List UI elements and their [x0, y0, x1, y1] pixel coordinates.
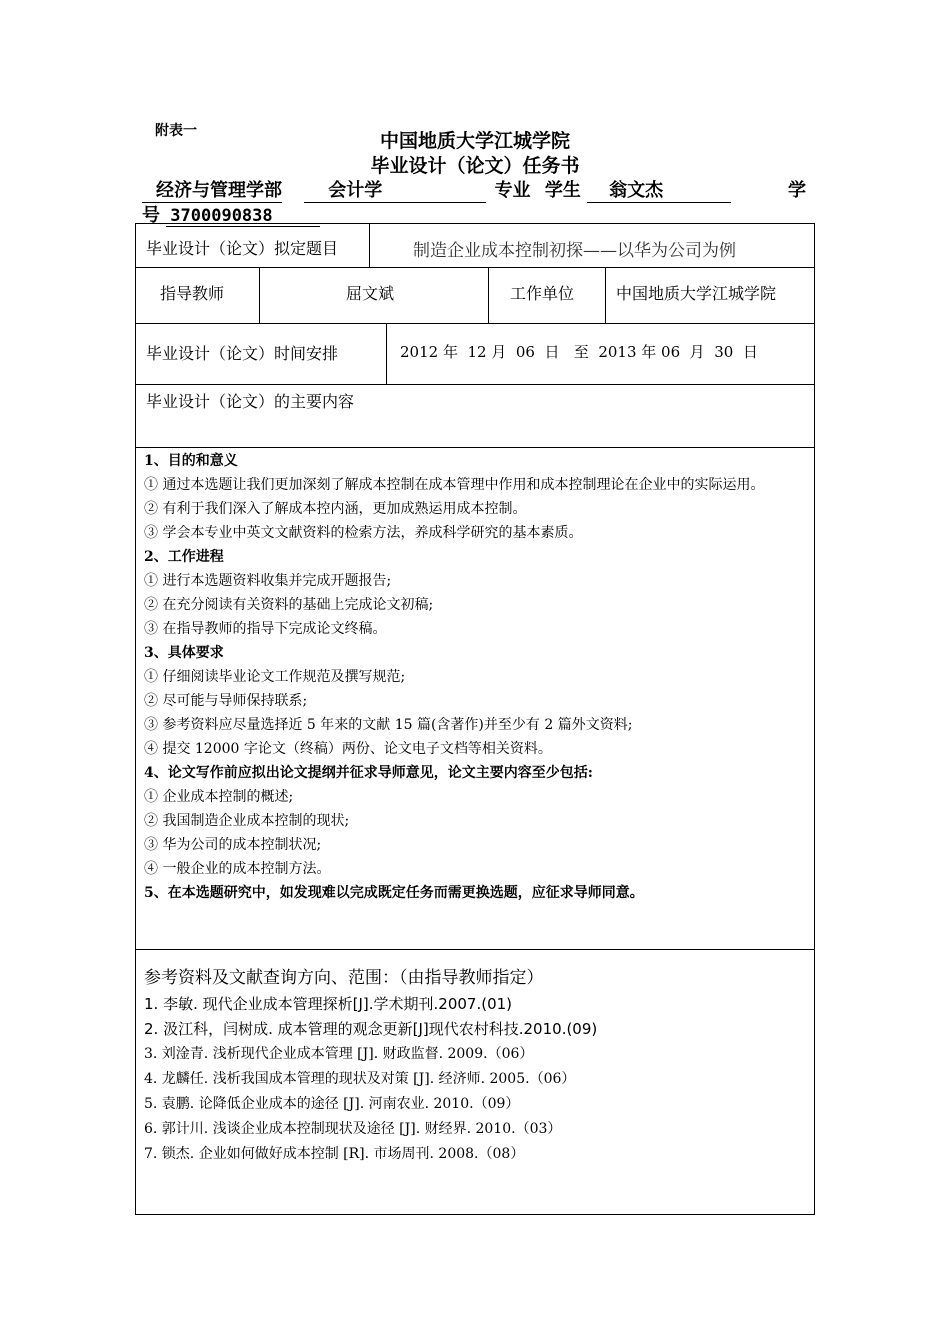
section-3-item: ③ 参考资料应尽量选择近 5 年来的文献 15 篇(含著作)并至少有 2 篇外文资料; [144, 717, 633, 733]
section-3-item: ④ 提交 12000 字论文（终稿）两份、论文电子文档等相关资料。 [144, 741, 552, 757]
reference-item: 2. 汲江科，闫树成. 成本管理的观念更新[J]现代农村科技.2010.(09) [144, 1020, 598, 1038]
row-divider [136, 949, 814, 950]
student-label: 学生 [544, 180, 581, 201]
major-label: 专业 [494, 180, 531, 201]
student-id-field: 3700090838 [166, 206, 320, 227]
section-3-item: ① 仔细阅读毕业论文工作规范及撰写规范; [144, 669, 406, 685]
topic-value: 制造企业成本控制初探——以华为公司为例 [413, 241, 736, 261]
col-divider [605, 267, 606, 323]
main-content [144, 449, 809, 905]
task-table [135, 223, 815, 1215]
row-divider [136, 267, 814, 268]
section-2-item: ③ 在指导教师的指导下完成论文终稿。 [144, 621, 387, 637]
col-divider [259, 267, 260, 323]
unit-label: 工作单位 [510, 284, 575, 303]
references-heading: 参考资料及文献查询方向、范围：（由指导教师指定） [144, 968, 544, 988]
section-2-title: 2、工作进程 [144, 549, 224, 565]
advisor-value: 屈文斌 [346, 284, 395, 303]
row-divider [136, 323, 814, 324]
section-4-item: ③ 华为公司的成本控制状况; [144, 837, 322, 853]
col-divider [488, 267, 489, 323]
id-label-part2: 号 [142, 205, 160, 226]
reference-item: 4. 龙麟任. 浅析我国成本管理的现状及对策 [J]. 经济师. 2005.（06） [144, 1071, 576, 1087]
reference-item: 1. 李敏. 现代企业成本管理探析[J].学术期刊.2007.(01) [144, 995, 513, 1013]
section-1-title: 1、目的和意义 [144, 453, 238, 469]
content-label: 毕业设计（论文）的主要内容 [146, 392, 355, 411]
unit-value: 中国地质大学江城学院 [616, 284, 777, 303]
schedule-value: 2012 年 12 月 06 日 至 2013 年 06 月 30 日 [400, 343, 758, 361]
section-3-title: 3、具体要求 [144, 645, 224, 661]
department-field: 经济与管理学部 [142, 176, 282, 203]
id-label-part1: 学 [788, 180, 806, 201]
section-4-title: 4、论文写作前应拟出论文提纲并征求导师意见，论文主要内容至少包括: [144, 765, 593, 781]
reference-item: 7. 锁杰. 企业如何做好成本控制 [R]. 市场周刊. 2008.（08） [144, 1146, 525, 1162]
topic-label: 毕业设计（论文）拟定题目 [146, 239, 339, 258]
section-2-item: ② 在充分阅读有关资料的基础上完成论文初稿; [144, 597, 434, 613]
section-4-item: ④ 一般企业的成本控制方法。 [144, 861, 331, 877]
section-5-title: 5、在本选题研究中，如发现难以完成既定任务而需更换选题，应征求导师同意。 [144, 885, 644, 901]
references-section [144, 964, 597, 1167]
document-title: 毕业设计（论文）任务书 [370, 155, 580, 177]
row-divider [136, 447, 814, 448]
reference-item: 6. 郭计川. 浅谈企业成本控制现状及途径 [J]. 财经界. 2010.（03） [144, 1121, 562, 1137]
reference-item: 3. 刘淦青. 浅析现代企业成本管理 [J]. 财政监督. 2009.（06） [144, 1046, 534, 1062]
student-name-field: 翁文杰 [587, 176, 731, 203]
col-divider [369, 224, 370, 267]
section-1-item: ① 通过本选题让我们更加深刻了解成本控制在成本管理中作用和成本控制理论在企业中的实际运用。 [144, 477, 765, 493]
advisor-label: 指导教师 [160, 284, 225, 303]
section-1-item: ③ 学会本专业中英文文献资料的检索方法，养成科学研究的基本素质。 [144, 525, 583, 541]
section-4-item: ① 企业成本控制的概述; [144, 789, 294, 805]
section-1-item: ② 有利于我们深入了解成本控内涵，更加成熟运用成本控制。 [144, 501, 527, 517]
section-2-item: ① 进行本选题资料收集并完成开题报告; [144, 573, 392, 589]
reference-item: 5. 袁鹏. 论降低企业成本的途径 [J]. 河南农业. 2010.（09） [144, 1096, 520, 1112]
row-divider [136, 384, 814, 385]
annex-label: 附表一 [155, 123, 197, 139]
col-divider [386, 323, 387, 384]
school-title: 中国地质大学江城学院 [379, 130, 570, 152]
section-3-item: ② 尽可能与导师保持联系; [144, 693, 308, 709]
major-field: 会计学 [304, 176, 486, 203]
section-4-item: ② 我国制造企业成本控制的现状; [144, 813, 350, 829]
student-info-line [142, 176, 731, 203]
schedule-label: 毕业设计（论文）时间安排 [146, 344, 339, 363]
